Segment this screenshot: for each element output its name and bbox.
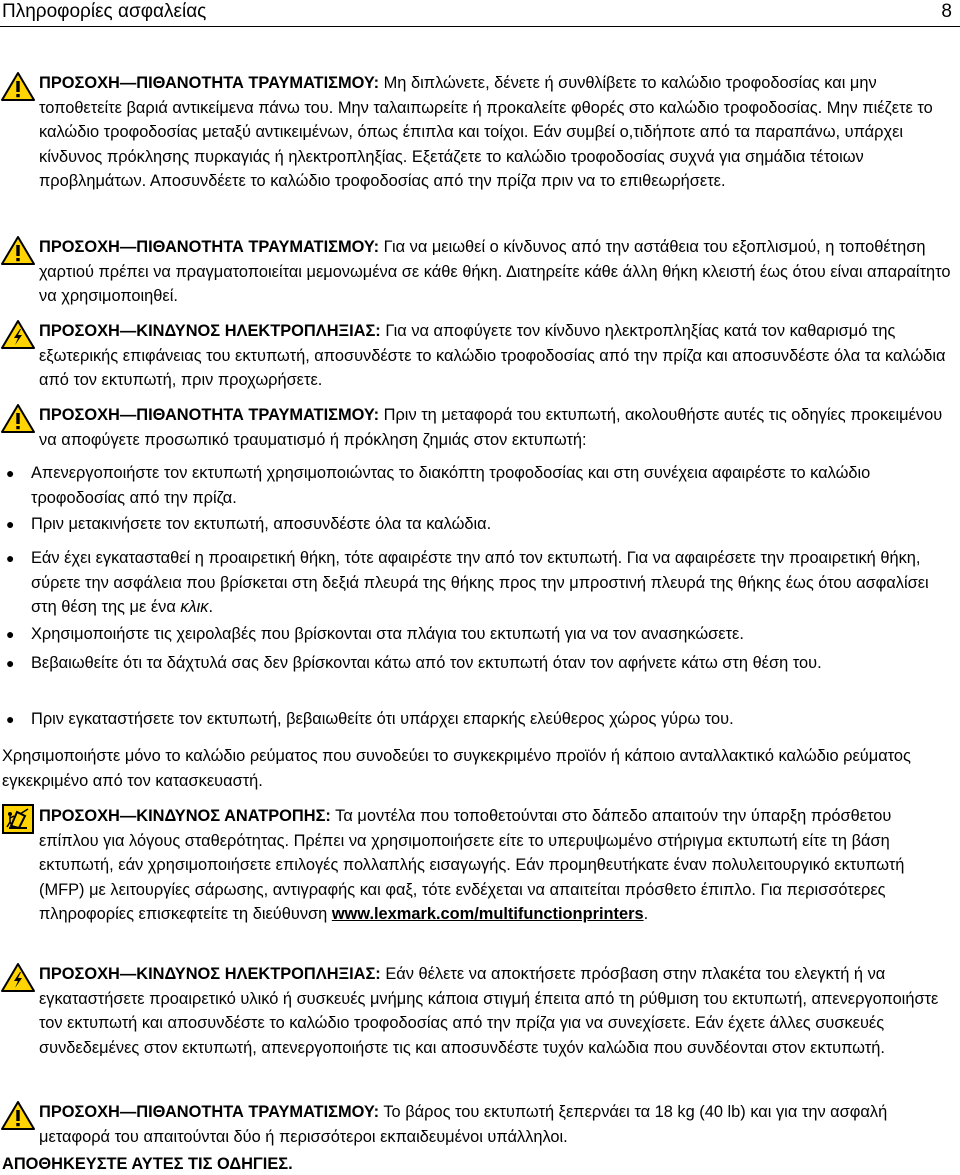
caution-block — [0, 804, 960, 927]
warning-icon — [1, 403, 35, 433]
list-item — [0, 461, 960, 510]
bullet-marker: ● — [6, 516, 15, 532]
page-number: 8 — [941, 1, 952, 22]
caution-label: ΠΡΟΣΟΧΗ—ΠΙΘΑΝΟΤΗΤΑ ΤΡΑΥΜΑΤΙΣΜΟΥ: — [39, 1103, 380, 1121]
caution-label: ΠΡΟΣΟΧΗ—ΠΙΘΑΝΟΤΗΤΑ ΤΡΑΥΜΑΤΙΣΜΟΥ: — [39, 238, 380, 256]
caution-label: ΠΡΟΣΟΧΗ—ΠΙΘΑΝΟΤΗΤΑ ΤΡΑΥΜΑΤΙΣΜΟΥ: — [39, 74, 380, 92]
caution-label: ΠΡΟΣΟΧΗ—ΚΙΝΔΥΝΟΣ ΗΛΕΚΤΡΟΠΛΗΞΙΑΣ: — [39, 322, 381, 340]
list-item — [0, 622, 960, 647]
tip-over-icon — [1, 804, 35, 834]
list-item-text-part: Εάν έχει εγκατασταθεί η προαιρετική θήκη, τότε αφαιρέστε την από τον εκτυπωτή. Για να αφαιρέσετε την προαιρετική θήκη, σύρετε την ασφάλεια που βρίσκεται στη δεξιά πλευρά της θήκης προς την μπροστινή πλευρά της θήκης έως ότου ασφαλίσει στη θέση της με ένα — [31, 549, 929, 616]
page-header — [0, 0, 960, 27]
caution-body: Τα μοντέλα που τοποθετούνται στο δάπεδο απαιτούν την ύπαρξη πρόσθετου επίπλου για λόγους σταθερότητας. Πρέπει να χρησιμοποιήσετε είτε το υπερυψωμένο στήριγμα εκτυπωτή είτε τη βάση εκτυπωτή, εάν χρησιμοποιήσετε επιλογές πολλαπλής εισαγωγής. Εάν προμηθευτήκατε έναν πολυλειτουργικό εκτυπωτή (MFP) με λειτουργίες σάρωσης, αντιγραφής και φαξ, τότε ενδέχεται να απαιτείται πρόσθετο έπιπλο. Για περισσότερες πληροφορίες επισκεφτείτε τη διεύθυνση — [39, 807, 905, 923]
caution-body-end: . — [643, 905, 649, 923]
list-item — [0, 546, 960, 620]
warning-icon — [1, 235, 35, 265]
caution-block — [0, 962, 960, 1060]
caution-body: Μη διπλώνετε, δένετε ή συνθλίβετε το καλώδιο τροφοδοσίας και μην τοποθετείτε βαριά αντικείμενα πάνω του. Μην ταλαιπωρείτε ή προκαλείτε φθορές στο καλώδιο τροφοδοσίας. Μην πιέζετε το καλώδιο τροφοδοσίας μεταξύ αντικειμένων, όπως έπιπλα και τοίχοι. Εάν συμβεί ο,τιδήποτε από τα παραπάνω, υπάρχει κίνδυνος πρόκλησης πυρκαγιάς ή ηλεκτροπληξίας. Εξετάζετε το καλώδιο τροφοδοσίας συχνά για σημάδια τέτοιων προβλημάτων. Αποσυνδέετε το καλώδιο τροφοδοσίας από την πρίζα πριν να το επιθεωρήσετε. — [39, 74, 933, 190]
caution-body: Εάν θέλετε να αποκτήσετε πρόσβαση στην πλακέτα του ελεγκτή ή να εγκαταστήσετε προαιρετικό υλικό ή συσκευές μνήμης κάποια στιγμή έπειτα από τη ρύθμιση του εκτυπωτή, απενεργοποιήστε τον εκτυπωτή και αποσυνδέστε το καλώδιο τροφοδοσίας από την πρίζα για να συνεχίσετε. Εάν έχετε άλλες συσκευές συνδεδεμένες στον εκτυπωτή, απενεργοποιήστε τις και αποσυνδέστε τυχόν καλώδια που συνδέονται στον εκτυπωτή. — [39, 965, 939, 1057]
caution-body: Το βάρος του εκτυπωτή ξεπερνάει τα 18 kg (40 lb) και για την ασφαλή μεταφορά του απαιτούνται δύο ή περισσότεροι εκπαιδευμένοι υπάλληλοι. — [39, 1103, 888, 1146]
save-instructions-note: ΑΠΟΘΗΚΕΥΣΤΕ ΑΥΤΕΣ ΤΙΣ ΟΔΗΓΙΕΣ. — [2, 1155, 293, 1173]
caution-block — [0, 319, 960, 393]
list-item-text: Πριν εγκαταστήσετε τον εκτυπωτή, βεβαιωθείτε ότι υπάρχει επαρκής ελεύθερος χώρος γύρω του. — [31, 710, 734, 728]
list-item-text: Βεβαιωθείτε ότι τα δάχτυλά σας δεν βρίσκονται κάτω από τον εκτυπωτή όταν τον αφήνετε κάτω στη θέση του. — [31, 654, 822, 672]
caution-text — [39, 403, 954, 452]
caution-label: ΠΡΟΣΟΧΗ—ΠΙΘΑΝΟΤΗΤΑ ΤΡΑΥΜΑΤΙΣΜΟΥ: — [39, 406, 380, 424]
caution-body: Για να μειωθεί ο κίνδυνος από την αστάθεια του εξοπλισμού, η τοποθέτηση χαρτιού πρέπει να πραγματοποιείται μεμονωμένα σε κάθε θήκη. Διατηρείτε κάθε άλλη θήκη κλειστή έως ότου είναι απαραίτητο να χρησιμοποιηθεί. — [39, 238, 951, 305]
list-item-text: Χρησιμοποιήστε τις χειρολαβές που βρίσκονται στα πλάγια του εκτυπωτή για να τον ανασηκώσετε. — [31, 625, 744, 643]
body-paragraph: Χρησιμοποιήστε μόνο το καλώδιο ρεύματος που συνοδεύει το συγκεκριμένο προϊόν ή κάποιο ανταλλακτικό καλώδιο ρεύματος εγκεκριμένο από τον κατασκευαστή. — [2, 747, 911, 790]
list-item-text: Απενεργοποιήστε τον εκτυπωτή χρησιμοποιώντας το διακόπτη τροφοδοσίας και στη συνέχεια αφαιρέστε το καλώδιο τροφοδοσίας από την πρίζα. — [31, 464, 871, 507]
caution-body: Πριν τη μεταφορά του εκτυπωτή, ακολουθήστε αυτές τις οδηγίες προκειμένου να αποφύγετε προσωπικό τραυματισμό ή πρόκληση ζημιάς στον εκτυπωτή: — [39, 406, 943, 449]
list-item — [0, 707, 960, 732]
caution-text — [39, 71, 954, 194]
caution-text — [39, 235, 954, 309]
bullet-marker: ● — [6, 655, 15, 671]
electric-shock-icon — [1, 319, 35, 349]
emphasis-text: κλικ — [180, 598, 209, 616]
bullet-marker: ● — [6, 626, 15, 642]
caution-label: ΠΡΟΣΟΧΗ—ΚΙΝΔΥΝΟΣ ΗΛΕΚΤΡΟΠΛΗΞΙΑΣ: — [39, 965, 381, 983]
caution-block — [0, 235, 960, 309]
bullet-marker: ● — [6, 465, 15, 481]
list-item-text-end: . — [208, 598, 214, 616]
list-item-text: Πριν μετακινήσετε τον εκτυπωτή, αποσυνδέστε όλα τα καλώδια. — [31, 515, 492, 533]
caution-text — [39, 1100, 954, 1149]
list-item-text — [31, 546, 954, 620]
caution-text — [39, 319, 954, 393]
caution-block — [0, 1100, 960, 1149]
lexmark-link[interactable]: www.lexmark.com/multifunctionprinters — [331, 905, 644, 923]
list-item — [0, 512, 960, 537]
caution-body: Για να αποφύγετε τον κίνδυνο ηλεκτροπληξίας κατά τον καθαρισμό της εξωτερικής επιφάνειας του εκτυπωτή, αποσυνδέστε το καλώδιο τροφοδοσίας από την πρίζα και αποσυνδέστε όλα τα καλώδια από τον εκτυπωτή, πριν προχωρήσετε. — [39, 322, 946, 389]
warning-icon — [1, 71, 35, 101]
bullet-marker: ● — [6, 711, 15, 727]
caution-label: ΠΡΟΣΟΧΗ—ΚΙΝΔΥΝΟΣ ΑΝΑΤΡΟΠΗΣ: — [39, 807, 331, 825]
caution-text — [39, 962, 954, 1060]
electric-shock-icon — [1, 962, 35, 992]
section-title: Πληροφορίες ασφαλείας — [2, 1, 207, 22]
warning-icon — [1, 1100, 35, 1130]
bullet-marker: ● — [6, 550, 15, 566]
caution-block — [0, 403, 960, 452]
caution-block — [0, 71, 960, 194]
caution-text — [39, 804, 954, 927]
list-item — [0, 651, 960, 676]
